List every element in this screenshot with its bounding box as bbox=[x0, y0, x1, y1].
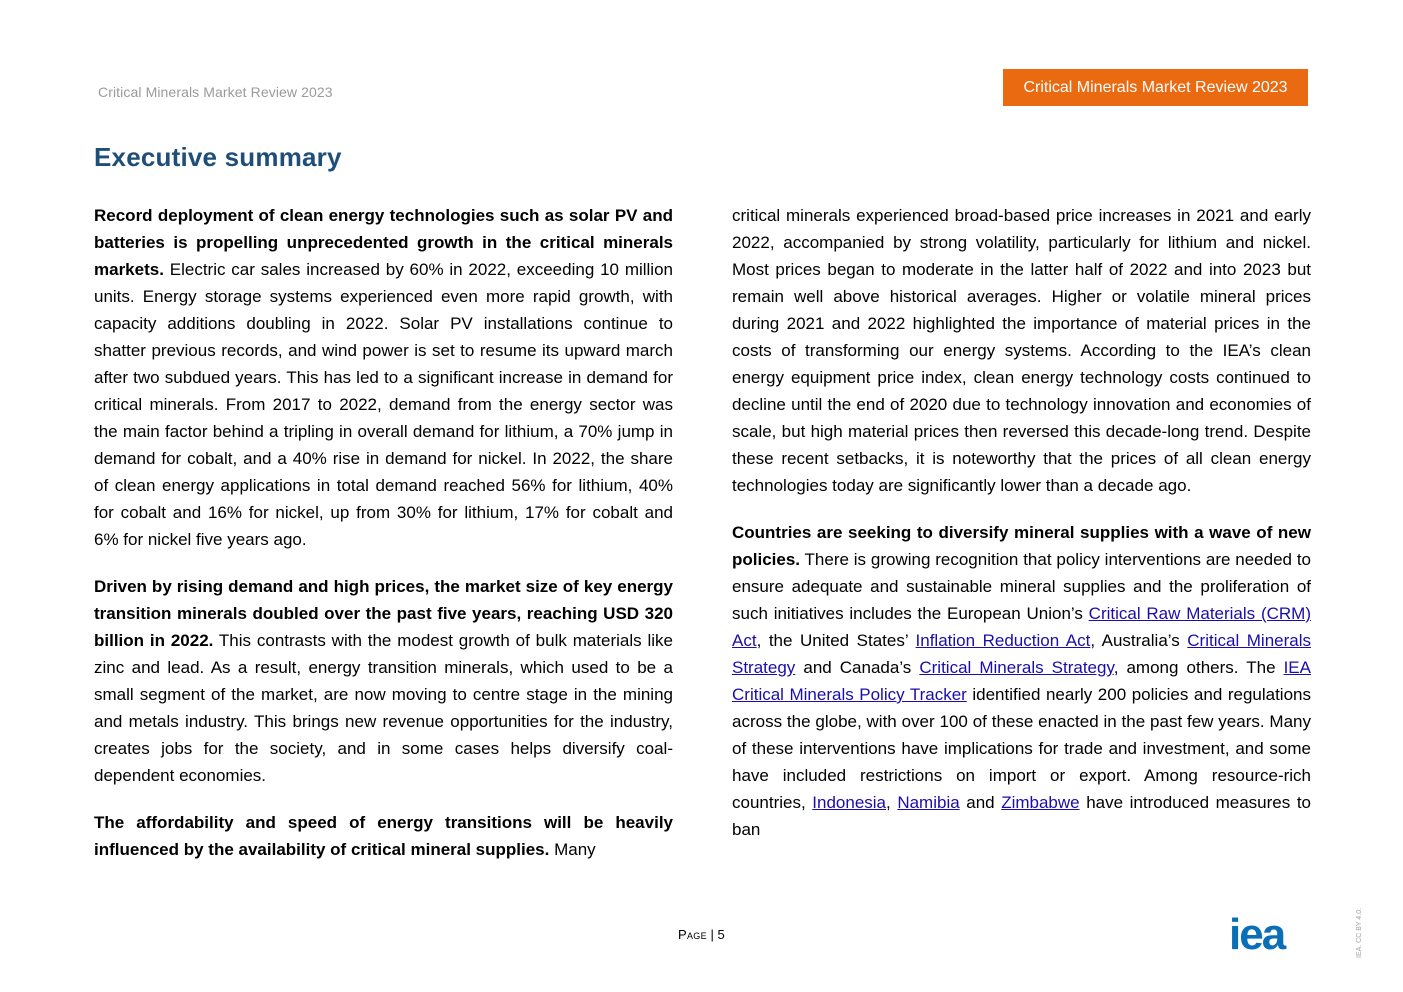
link-crm-act[interactable]: Critical Raw Materials (CRM) Act bbox=[732, 604, 1311, 650]
page-label: Page bbox=[678, 927, 707, 942]
link-namibia[interactable]: Namibia bbox=[897, 793, 960, 812]
right-column bbox=[732, 202, 1311, 863]
link-policy-tracker[interactable]: IEA Critical Minerals Policy Tracker bbox=[732, 658, 1311, 704]
report-title-badge: Critical Minerals Market Review 2023 bbox=[1003, 69, 1308, 106]
paragraph-body: critical minerals experienced broad-based price increases in 2021 and early 2022, accompanied by strong volatility, particularly for lithium and nickel. Most prices began to moderate in the latter half of 2022 and into 2023 but remain well above historical averages. Higher or volatile mineral prices during 2021 and 2022 highlighted the importance of material prices in the costs of transforming our energy systems. According to the IEA’s clean energy equipment price index, clean energy technology costs continued to decline until the end of 2020 due to technology innovation and economies of scale, but high material prices then reversed this decade-long trend. Despite these recent setbacks, it is noteworthy that the prices of all clean energy technologies today are significantly lower than a decade ago. bbox=[732, 206, 1311, 495]
paragraph-body: , bbox=[886, 793, 898, 812]
paragraph-prices bbox=[732, 202, 1311, 499]
paragraph-body: Electric car sales increased by 60% in 2022, exceeding 10 million units. Energy storage systems experienced even more rapid growth, with capacity additions doubling in 2022. Solar PV installations continue to shatter previous records, and wind power is set to resume its upward march after two subdued years. This has led to a significant increase in demand for critical minerals. From 2017 to 2022, demand from the energy sector was the main factor behind a tripling in overall demand for lithium, a 70% jump in demand for cobalt, and a 40% rise in demand for nickel. In 2022, the share of clean energy applications in total demand reached 56% for lithium, 40% for cobalt and 16% for nickel, up from 30% for lithium, 17% for cobalt and 6% for nickel five years ago. bbox=[94, 260, 673, 549]
paragraph-body: , the United States’ bbox=[756, 631, 916, 650]
paragraph-lead: Record deployment of clean energy technologies such as solar PV and batteries is propelling unprecedented growth in the critical minerals markets. bbox=[94, 206, 673, 279]
page-title: Executive summary bbox=[94, 142, 342, 172]
link-indonesia[interactable]: Indonesia bbox=[812, 793, 887, 812]
running-header: Critical Minerals Market Review 2023 bbox=[98, 84, 333, 100]
paragraph-body: This contrasts with the modest growth of bulk materials like zinc and lead. As a result, energy transition minerals, which used to be a small segment of the market, are now moving to centre stage in the mining and metals industry. This brings new revenue opportunities for the industry, creates jobs for the society, and in some cases helps diversify coal-dependent economies. bbox=[94, 631, 674, 785]
paragraph-body: , among others. The bbox=[1113, 658, 1284, 677]
paragraph-demand bbox=[94, 202, 673, 553]
page-number-value: 5 bbox=[717, 927, 725, 942]
link-canada-strategy[interactable]: Critical Minerals Strategy bbox=[919, 658, 1114, 677]
paragraph-body: Many bbox=[549, 840, 596, 859]
paragraph-body: , Australia’s bbox=[1090, 631, 1188, 650]
logo-text: iea bbox=[1229, 914, 1285, 954]
link-australia-strategy[interactable]: Critical Minerals Strategy bbox=[732, 631, 1311, 677]
paragraph-body: identified nearly 200 policies and regulations across the globe, with over 100 of these enacted in the past few years. Many of these interventions have implications for trade and investment, and some have included restrictions on import or export. Among resource-rich countries, bbox=[732, 685, 1311, 812]
paragraph-body: There is growing recognition that policy interventions are needed to ensure adequate and sustainable mineral supplies and the proliferation of such initiatives includes the European Union’s bbox=[732, 550, 1311, 623]
paragraph-policies bbox=[732, 519, 1311, 843]
paragraph-lead: The affordability and speed of energy transitions will be heavily influenced by the availability of critical mineral supplies. bbox=[94, 813, 673, 859]
iea-logo-icon bbox=[1229, 914, 1309, 954]
page-separator: | bbox=[706, 927, 718, 942]
link-zimbabwe[interactable]: Zimbabwe bbox=[1001, 793, 1080, 812]
left-column bbox=[94, 202, 673, 883]
paragraph-body: and bbox=[959, 793, 1002, 812]
link-inflation-reduction-act[interactable]: Inflation Reduction Act bbox=[915, 631, 1091, 650]
license-note: IEA. CC BY 4.0. bbox=[1356, 907, 1363, 958]
paragraph-lead: Driven by rising demand and high prices, the market size of key energy transition minerals doubled over the past five years, reaching USD 320 billion in 2022. bbox=[94, 577, 673, 650]
page-number bbox=[678, 927, 725, 942]
paragraph-market-size bbox=[94, 573, 673, 789]
paragraph-body: have introduced measures to ban bbox=[732, 793, 1311, 839]
paragraph-lead: Countries are seeking to diversify mineral supplies with a wave of new policies. bbox=[732, 523, 1311, 569]
paragraph-affordability bbox=[94, 809, 673, 863]
paragraph-body: and Canada’s bbox=[795, 658, 920, 677]
